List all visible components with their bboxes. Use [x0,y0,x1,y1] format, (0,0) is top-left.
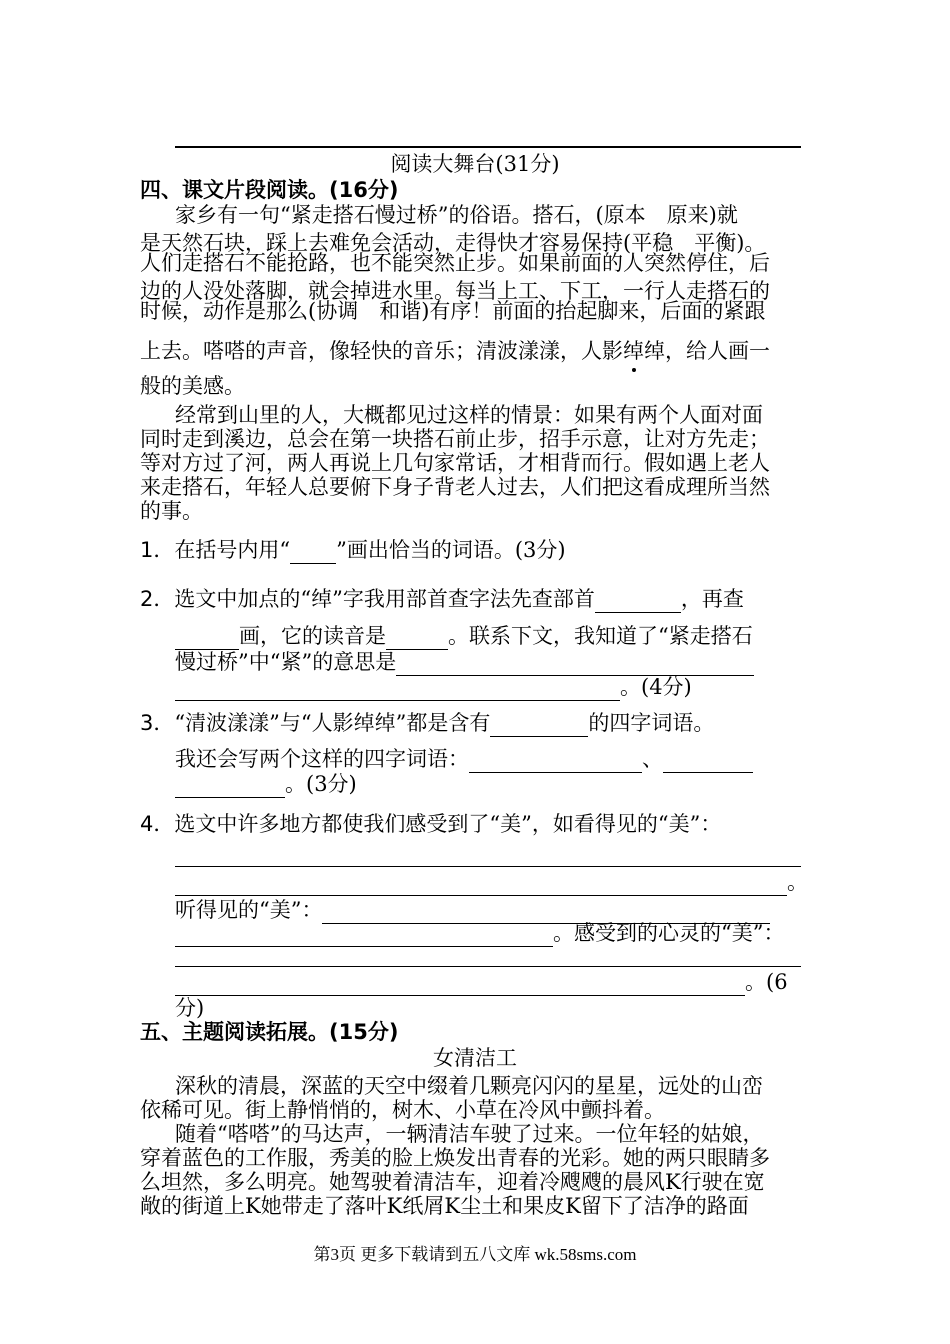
story-line: 依稀可见。街上静悄悄的，树木、小草在冷风中颤抖着。 [140,1098,665,1122]
passage-line: 时候，动作是那么(协调 和谐)有序！前面的抬起脚来，后面的紧跟 [140,299,766,323]
passage-line: 是天然石块，踩上去难免会活动，走得快才容易保持(平稳 平衡)。 [140,231,766,255]
story-line: 深秋的清晨，深蓝的天空中缀着几颗亮闪闪的星星，远处的山峦 [175,1074,763,1098]
question-text: ”画出恰当的词语。(3分) [336,538,566,562]
question-2-line [175,622,855,650]
passage-line [140,337,820,365]
passage-line: 家乡有一句“紧走搭石慢过桥”的俗语。搭石，(原本 原来)就 [175,203,738,227]
answer-blank[interactable] [595,590,681,613]
story-title: 女清洁工 [433,1046,517,1070]
question-text: 选文中加点的“绰”字我用部首查字法先查部首 [174,587,595,611]
passage-text: 上去。嗒嗒的声音，像轻快的音乐；清波漾漾，人影 [140,339,623,363]
question-text: 在括号内用“ [174,538,291,562]
question-number: 4． [140,812,175,836]
question-4-line [175,919,855,947]
answer-blank[interactable] [175,973,745,996]
question-text: 、 [642,747,663,771]
answer-blank[interactable] [386,627,448,650]
question-text: 慢过桥”中“紧”的意思是 [175,650,397,674]
question-text: 。联系下文，我知道了“紧走搭石 [448,624,753,648]
story-line: 穿着蓝色的工作服，秀美的脸上焕发出青春的光彩。她的两只眼睛多 [140,1146,770,1170]
question-3-line [175,770,855,798]
story-line: 随着“嗒嗒”的马达声，一辆清洁车驶了过来。一位年轻的姑娘， [175,1122,764,1146]
answer-blank[interactable] [175,627,239,650]
passage-line: 来走搭石，年轻人总要俯下身子背老人过去，人们把这看成理所当然 [140,475,770,499]
answer-blank[interactable] [175,924,553,947]
question-text: “清波漾漾”与“人影绰绰”都是含有 [174,711,491,735]
question-2 [140,585,820,613]
question-4 [140,810,820,838]
answer-blank[interactable] [290,541,336,564]
answer-blank[interactable] [175,775,285,798]
passage-line: 般的美感。 [140,374,245,398]
passage-line: 的事。 [140,499,203,523]
question-2-line [175,648,855,676]
answer-blank[interactable] [175,873,787,896]
question-2-line [175,673,855,701]
passage-line: 等对方过了河，两人再说上几句家常话，才相背而行。假如遇上老人 [140,451,770,475]
question-number: 1． [140,538,175,562]
question-4-line [175,968,855,996]
answer-blank[interactable] [490,714,588,737]
question-text: 我还会写两个这样的四字词语： [175,747,469,771]
answer-line[interactable] [175,966,801,967]
passage-line: 经常到山里的人，大概都见过这样的情景：如果有两个人面对面 [175,403,763,427]
question-text: 。 [787,870,808,894]
answer-blank[interactable] [175,678,620,701]
question-text: 选文中许多地方都使我们感受到了“美”，如看得见的“美”： [174,812,722,836]
question-text: 听得见的“美”： [175,898,323,922]
dotted-character: 绰 [623,339,644,363]
header-rule [175,146,801,148]
question-4-line: 分) [175,996,205,1020]
question-4-line [175,868,855,896]
section-header-title: 阅读大舞台(31分) [390,152,560,176]
story-line: 敞的街道上K她带走了落叶K纸屑K尘土和果皮K留下了洁净的路面 [140,1194,749,1218]
question-number: 2． [140,587,175,611]
passage-line: 同时走到溪边，总会在第一块搭石前止步，招手示意，让对方先走； [140,427,770,451]
question-text: 。感受到的心灵的“美”： [553,921,785,945]
question-text: ，再查 [680,587,744,611]
question-1 [140,536,820,564]
question-text: 的四字词语。 [588,711,715,735]
section5-title: 五、主题阅读拓展。(15分) [140,1020,399,1044]
question-text: 。(6 [745,970,788,994]
answer-line[interactable] [175,866,801,867]
passage-text: 绰，给人画一 [644,339,770,363]
passage-line: 人们走搭石不能抢路，也不能突然止步。如果前面的人突然停住，后 [140,251,770,275]
question-text: 画，它的读音是 [239,624,386,648]
question-3 [140,709,820,737]
passage-line: 边的人没处落脚，就会掉进水里。每当上工、下工，一行人走搭石的 [140,279,770,303]
question-text: 。(4分) [620,675,692,699]
section4-title: 四、课文片段阅读。(16分) [140,178,399,202]
page-footer: 第3页 更多下载请到五八文库 wk.58sms.com [313,1245,637,1264]
question-3-line [175,745,855,773]
question-number: 3． [140,711,175,735]
story-line: 么坦然，多么明亮。她驾驶着清洁车，迎着冷飕飕的晨风K行驶在宽 [140,1170,765,1194]
question-text: 。(3分) [285,772,357,796]
